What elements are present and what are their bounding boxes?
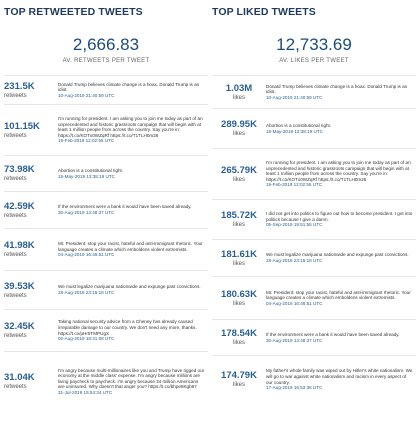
tweet-content [58,168,208,179]
tweet-content [266,332,416,343]
tweet-count-block [212,165,266,184]
tweet-row [4,270,208,309]
tweet-date[interactable]: 04-Aug-2019 16:46:51 UTC [58,252,115,258]
tweet-date[interactable]: 10-Aug-2019 21:40:59 UTC [58,92,115,98]
tweet-count-unit: retweets [4,252,27,258]
tweet-count-block [212,210,266,229]
tweet-text: If the environment were a bank it would have been saved already. [58,204,192,210]
tweet-content [58,204,208,215]
tweet-date[interactable]: 30-Aug-2019 13:48:37 UTC [58,210,115,215]
tweet-date[interactable]: 04-Aug-2019 16:46:51 UTC [266,300,323,306]
avg-retweets-label: AV. RETWEETS PER TWEET [62,58,150,64]
tweet-count-unit: retweets [4,92,27,99]
retweets-heading: TOP RETWEETED TWEETS [4,6,143,18]
tweet-count-unit: retweets [4,292,27,299]
tweet-count: 180.63K [221,288,257,300]
tweet-count-block [212,289,266,308]
avg-likes-value: 12,733.69 [276,35,352,54]
tweet-text: Taking national security advice from a Cheney has already caused irreparable damage to our country. We don't need any more, thanks. https://t.co/pHr5TMPUgX [58,319,197,336]
tweet-count: 101.15K [4,120,40,132]
tweet-row [4,351,208,411]
tweet-date[interactable]: 02-Aug-2019 18:41:08 UTC [58,336,115,342]
tweet-content [58,241,208,258]
tweet-text: We must legalize marijuana nationwide and expunge past convictions. [266,252,409,258]
tweet-row [4,309,208,351]
tweet-count-block [212,83,266,102]
top-retweeted-column [4,0,208,411]
tweet-date[interactable]: 15-May-2019 13:38:19 UTC [58,173,115,179]
tweet-text: Mr. President: stop your racist, hateful and anti-immigrant rhetoric. Your language creates a climate which emboldens violent extremists. [58,241,203,252]
tweet-count: 1.03M [225,82,253,94]
retweets-list [4,75,208,411]
tweet-content [266,211,416,228]
tweet-date[interactable]: 28-Aug-2019 23:15:18 UTC [266,258,323,263]
tweet-count: 181.61K [221,248,257,260]
tweet-count: 231.5K [4,80,35,92]
tweet-row [212,239,416,276]
tweet-content [58,368,208,396]
tweet-count-unit: likes [232,131,245,137]
tweet-content [266,84,416,101]
tweet-count-block [4,164,58,183]
tweet-count-block [212,249,266,268]
tweet-text: I'm running for president. I am asking you to join me today as part of an unprecedented and historic grassroots campaign that will begin with at least 1 million people from across the country. Say you're in: https://t.co/KOTx0WZqRf https://t.co/T1TLH0m26 [58,116,203,138]
tweet-date[interactable]: 10-Aug-2019 21:40:59 UTC [266,94,323,100]
tweet-count-unit: likes [232,260,245,267]
tweet-count-unit: retweets [4,333,27,339]
tweet-date[interactable]: 31-Jul-2019 15:54:34 UTC [58,389,113,395]
avg-likes-label: AV. LIKES PER TWEET [279,58,349,64]
tweet-count-block [212,119,266,138]
tweet-content [266,368,416,390]
tweet-count-block [4,121,58,140]
tweet-count: 289.95K [221,119,257,130]
tweet-count-unit: likes [232,94,245,101]
tweet-row [212,108,416,148]
avg-retweets-value: 2,666.83 [72,35,140,54]
tweet-row [4,228,208,270]
tweet-text: I'm angry because multi-millionaires like you and Trump have rigged our economy at the middle class' expense. I'm angry because millions are living paycheck to paycheck. I'm angry because 34 million Americans are uninsured. Why doesn't that anger you? https://t.co/bhpe8Kgb97 [58,367,205,390]
tweet-row [4,75,208,104]
tweet-date[interactable]: 30-Aug-2019 13:48:37 UTC [266,337,323,343]
tweet-content [58,319,208,341]
tweet-count-unit: retweets [4,132,27,139]
tweet-row [212,319,416,355]
tweet-count: 42.59K [4,200,35,212]
tweet-row [212,355,416,403]
tweet-count-block [4,372,58,391]
tweet-count-block [4,81,58,100]
tweet-count-unit: likes [232,300,245,307]
tweet-count-block [212,370,266,389]
tweet-date[interactable]: 17-Aug-2019 16:53:36 UTC [266,385,323,391]
tweet-content [266,252,416,263]
tweet-count: 39.53K [4,280,35,292]
tweet-date[interactable]: 28-Aug-2019 23:15:18 UTC [58,290,115,295]
tweet-text: Donald Trump believes climate change is a hoax. Donald Trump is an idiot. [266,83,408,95]
tweet-count-unit: retweets [4,212,27,219]
tweet-content [266,290,416,307]
likes-list [212,75,416,403]
tweet-count: 41.98K [4,240,35,251]
tweet-row [212,148,416,199]
tweet-content [266,123,416,134]
tweet-count: 185.72K [221,210,257,221]
tweet-count-unit: likes [232,176,245,183]
tweet-row [212,75,416,108]
likes-heading: TOP LIKED TWEETS [212,6,316,18]
tweet-text: Abortion is a constitutional right. [266,122,332,128]
tweet-date[interactable]: 15-May-2019 13:38:19 UTC [266,128,323,134]
tweet-text: If the environment were a bank it would have been saved already. [266,331,400,337]
tweet-text: Donald Trump believes climate change is a hoax. Donald Trump is an idiot. [58,81,200,93]
tweet-count-block [212,328,266,347]
tweet-row [212,199,416,239]
tweet-count: 265.79K [221,164,257,176]
tweet-count-unit: likes [232,382,245,388]
tweet-text: Mr. President: stop your racist, hateful and anti-immigrant rhetoric. Your language creates a climate which emboldens violent extremists. [266,289,411,301]
tweet-count-block [4,201,58,220]
tweet-content [58,116,208,144]
tweet-row [4,104,208,155]
tweet-date[interactable]: 19-Feb-2019 12:02:55 UTC [58,138,115,144]
tweet-count: 178.54K [221,328,257,339]
tweet-count-unit: retweets [4,176,27,182]
tweet-count: 32.45K [4,321,35,332]
tweet-count-unit: retweets [4,384,27,390]
tweet-count-unit: likes [232,222,245,228]
tweet-text: Abortion is a constitutional right. [58,167,124,173]
tweet-count-block [4,321,58,340]
tweet-date[interactable]: 05-Sep-2019 19:51:56 UTC [266,222,323,228]
tweet-count: 31.04K [4,372,35,383]
tweet-text: I did not get into politics to figure out how to become president. I got into politics because I give a damn. [266,211,413,222]
tweet-count: 174.79K [221,370,257,381]
tweet-text: We must legalize marijuana nationwide and expunge past convictions. [58,284,201,290]
tweet-content [266,160,416,188]
tweet-content [58,82,208,99]
tweet-count: 73.98K [4,164,35,175]
tweet-date[interactable]: 19-Feb-2019 12:02:55 UTC [266,182,323,188]
tweet-count-unit: likes [232,340,245,346]
top-liked-column [212,0,416,411]
tweet-row [212,276,416,319]
tweet-row [4,191,208,228]
tweet-content [58,284,208,295]
tweet-text: My father's whole family was wiped out by Hitler's white nationalism. We will go to war against white nationalism and racism in every aspect of our country. [266,368,413,385]
tweet-count-block [4,281,58,300]
tweet-count-block [4,240,58,259]
tweet-row [4,155,208,191]
tweet-text: I'm running for president. I am asking you to join me today as part of an unprecedented and historic grassroots campaign that will begin with at least 1 million people from across the country. Say you're in: https://t.co/KOTx0WZqRf https://t.co/T1TLH0m26 [266,160,411,182]
